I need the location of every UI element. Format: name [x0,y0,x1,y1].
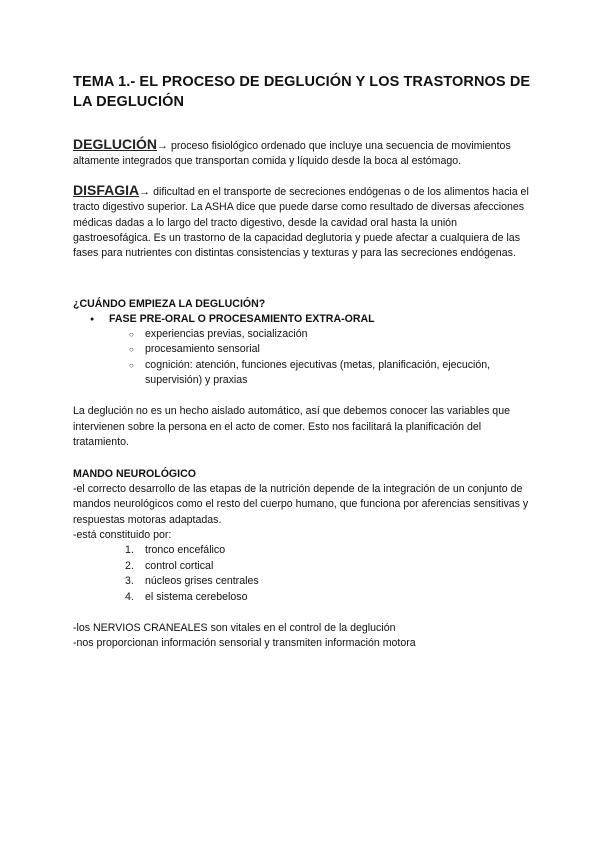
list-text: tronco encefálico [145,544,226,557]
definition-deglucion [73,137,531,170]
numbered-list [73,543,531,605]
list-item [73,559,531,574]
list-number: 4. [125,590,134,603]
sub-list [73,327,531,389]
page-title: TEMA 1.- EL PROCESO DE DEGLUCIÓN Y LOS TRASTORNOS DE LA DEGLUCIÓN [73,74,531,110]
list-item: ○ cognición: atención, funciones ejecutivas (metas, planificación, ejecución, supervisión) y praxias [73,358,531,389]
phase-list [73,312,531,389]
spacer [73,605,531,621]
list-number: 3. [125,575,134,588]
document-content [73,72,531,652]
paragraph-nervios: -los NERVIOS CRANEALES son vitales en el control de la deglución [73,621,396,634]
definition-text: proceso fisiológico ordenado que incluye una secuencia de movimientos altamente integrados que transportan comida y líquido desde la boca al estómago. [73,140,511,168]
definition-text: dificultad en el transporte de secreciones endógenas o de los alimentos hacia el tracto digestivo superior. La ASHA dice que puede darse como resultado de diversas afecciones médicas dadas a lo largo del tracto digestivo, desde la cavidad oral hasta la unión gastroesofágica. Es un trastorno de la capacidad deglutoria y puede afectar a cualquiera de las fases para nutrientes con distintas consistencias y texturas y para las secreciones endógenas. [73,185,529,260]
arrow-icon: → [157,140,168,152]
list-item [73,312,531,389]
definition-disfagia [73,183,531,262]
paragraph-mando: -el correcto desarrollo de las etapas de la nutrición depende de la integración de un conjunto de mandos neurológicos como el resto del cuerpo humano, que funciona por aferencias sensitivas y respuestas motoras adaptadas. [73,482,529,526]
arrow-icon: → [139,185,151,198]
paragraph-informacion: -nos proporcionan información sensorial y transmiten información motora [73,637,416,650]
list-item [73,574,531,589]
spacer [73,451,531,467]
list-text: el sistema cerebeloso [145,590,248,603]
paragraph-deglucion: La deglución no es un hecho aislado automático, así que debemos conocer las variables que intervienen sobre la persona en el acto de comer. Esto nos facilitará la planificación del tratamiento. [73,405,510,449]
spacer [73,275,531,297]
spacer [73,388,531,404]
list-item [73,543,531,558]
list-number: 1. [125,544,134,557]
list-item [73,590,531,605]
list-text: núcleos grises centrales [145,575,259,588]
list-text: control cortical [145,559,214,572]
section-heading-cuando: ¿CUÁNDO EMPIEZA LA DEGLUCIÓN? [73,297,266,310]
list-item: ○ procesamiento sensorial [73,342,531,357]
list-item: ○ experiencias previas, socialización [73,327,531,342]
term-deglucion: DEGLUCIÓN [73,136,157,152]
section-heading-mando: MANDO NEUROLÓGICO [73,467,197,480]
list-number: 2. [125,559,134,572]
phase-label: FASE PRE-ORAL O PROCESAMIENTO EXTRA-ORAL [109,312,375,325]
paragraph-constituido: -está constituido por: [73,528,172,541]
term-disfagia: DISFAGIA [73,181,140,198]
